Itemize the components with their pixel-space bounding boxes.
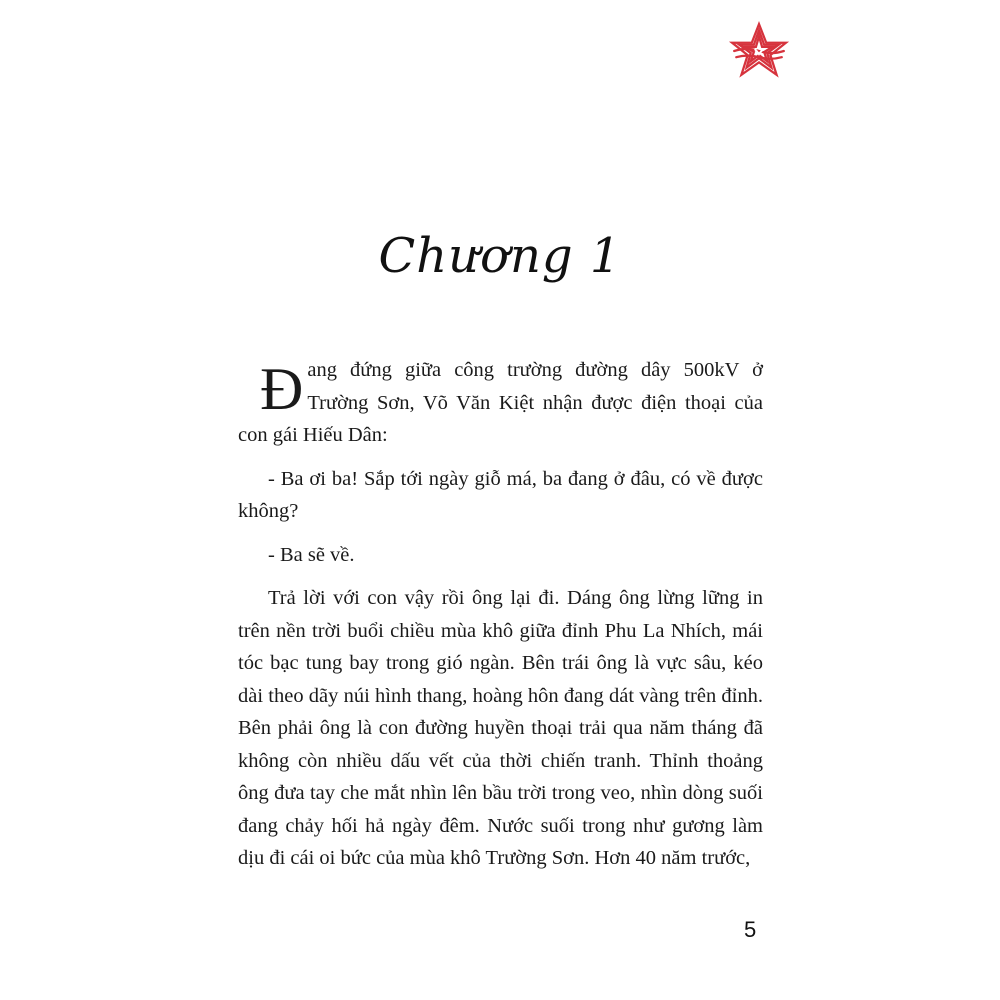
- page-number: 5: [744, 917, 757, 942]
- chapter-title: Chương 1: [378, 228, 622, 284]
- paragraph: - Ba sẽ về.: [268, 543, 355, 566]
- paragraph: [238, 354, 763, 452]
- chapter-body: [238, 354, 763, 886]
- paragraph: Trả lời với con vậy rồi ông lại đi. Dáng ông lừng lững in trên nền trời buổi chiều mùa khô giữa đỉnh Phu La Nhích, mái tóc bạc tung bay trong gió ngàn. Bên trái ông là vực sâu, kéo dài theo dãy núi hình thang, hoàng hôn đang dát vàng trên đỉnh. Bên phải ông là con đường huyền thoại trải qua năm tháng đã không còn nhiều dấu vết của thời chiến tranh. Thỉnh thoảng ông đưa tay che mắt nhìn lên bầu trời trong veo, nhìn dòng suối đang chảy hối hả ngày đêm. Nước suối trong như gương làm dịu đi cái oi bức của mùa khô Trường Sơn. Hơn 40 năm trước,: [238, 587, 763, 869]
- paragraph: - Ba ơi ba! Sắp tới ngày giỗ má, ba đang ở đâu, có về được không?: [238, 467, 763, 522]
- paragraph-text: ang đứng giữa công trường đường dây 500kV ở Trường Sơn, Võ Văn Kiệt nhận được điện thoại của con gái Hiếu Dân:: [238, 359, 763, 446]
- drop-cap: Đ: [260, 356, 304, 422]
- star-emblem-icon: [728, 20, 790, 82]
